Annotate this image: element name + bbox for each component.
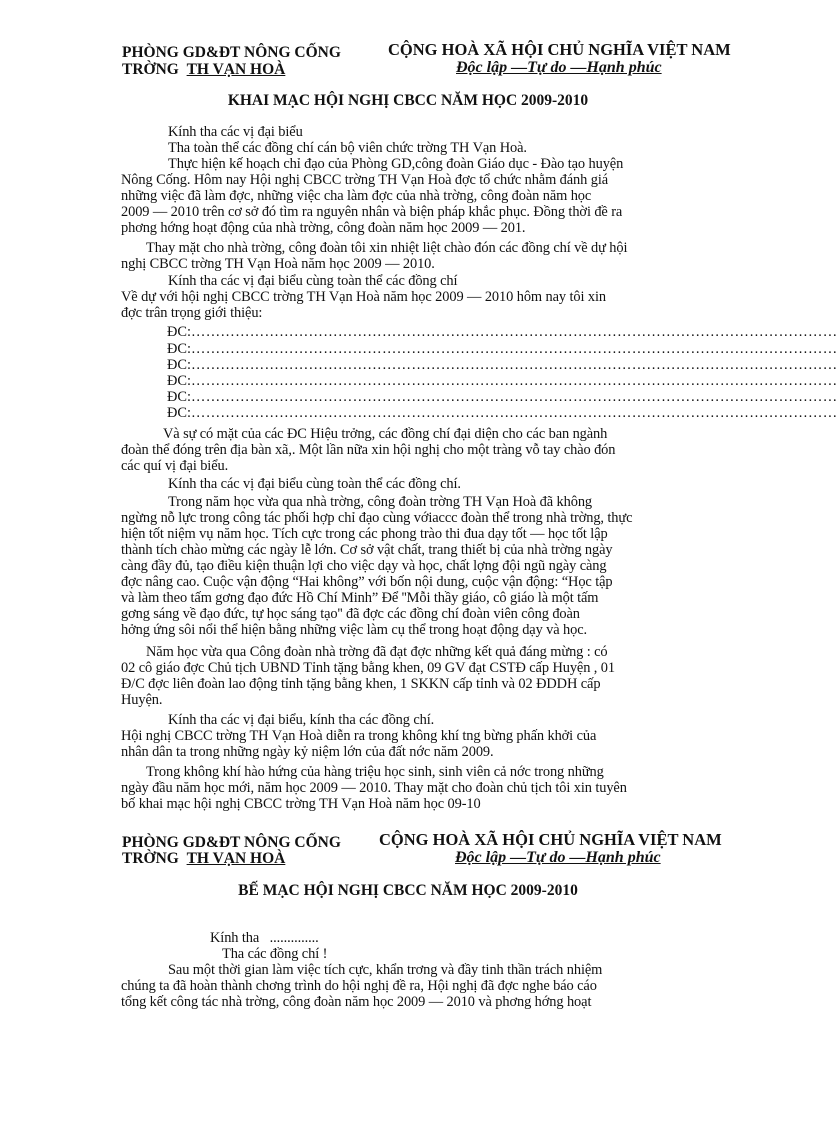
text-line: Về dự với hội nghị CBCC trờng TH Vạn Hoà năm học 2009 — 2010 hôm nay tôi xin	[121, 289, 606, 305]
text-line: Năm học vừa qua Công đoàn nhà trờng đã đạt đợc những kết quả đáng mừng : có	[146, 644, 608, 660]
guest-label: ĐC:	[167, 405, 191, 421]
guest-label: ĐC:	[167, 373, 191, 389]
text-line: đợc nâng cao. Cuộc vận động “Hai không” với bốn nội dung, cuộc vận động: “Học tập	[121, 574, 613, 590]
text-line: Kính tha các vị đại biểu, kính tha các đồng chí.	[168, 712, 435, 728]
guest-row: ĐC:……………………………………………………………………………………………………………………	[167, 357, 837, 373]
school-line	[122, 850, 285, 867]
text-line: càng đầy đủ, tạo điều kiện thuận lợi cho việc dạy và học, chất lợng đội ngũ ngày càng	[121, 558, 607, 574]
greeting-line	[210, 930, 319, 947]
text-line: Thực hiện kế hoạch chỉ đạo của Phòng GD,công đoàn Giáo dục - Đào tạo huyện	[168, 156, 624, 172]
text-line: Đ/C đợc liên đoàn lao động tỉnh tặng bằng khen, 1 SKKN cấp tỉnh và 02 ĐDDH cấp	[121, 676, 601, 692]
text-line: Trong không khí hào hứng của hàng triệu học sinh, sinh viên cả nớc trong những	[146, 764, 604, 780]
text-line: phơng hớng hoạt động của nhà trờng, công đoàn năm học 2009 — 201.	[121, 220, 526, 236]
school-prefix: TRỜNG	[122, 850, 179, 867]
opening-title: KHAI MẠC HỘI NGHỊ CBCC NĂM HỌC 2009-2010	[227, 92, 589, 109]
text-line: 2009 — 2010 trên cơ sở đó tìm ra nguyên nhân và biện pháp khắc phục. Đồng thời đề ra	[121, 204, 623, 220]
guest-row: ĐC:……………………………………………………………………………………………………………………	[167, 405, 837, 421]
text-line: Sau một thời gian làm việc tích cực, khẩn trơng và đầy tinh thần trách nhiệm	[168, 962, 603, 978]
greeting-text: Kính tha	[210, 930, 260, 946]
text-line: đợc trân trọng giới thiệu:	[121, 305, 263, 321]
text-line: nghị CBCC trờng TH Vạn Hoà năm học 2009 — 2010.	[121, 256, 435, 272]
text-line: Tha toàn thể các đồng chí cán bộ viên chức trờng TH Vạn Hoà.	[168, 140, 527, 156]
guest-label: ĐC:	[167, 389, 191, 405]
text-line: hởng ứng sôi nổi thể hiện bằng những việc làm cụ thể trong hoạt động dạy và học.	[121, 622, 588, 638]
text-line: Tha các đồng chí !	[222, 946, 328, 962]
text-line: Kính tha các vị đại biểu cùng toàn thể các đồng chí.	[168, 476, 461, 492]
text-line: những việc đã làm đợc, những việc cha làm đợc của nhà trờng, công đoàn năm học	[121, 188, 592, 204]
text-line: 02 cô giáo đợc Chủ tịch UBND Tỉnh tặng bằng khen, 09 GV đạt CSTĐ cấp Huyện , 01	[121, 660, 615, 676]
greeting-dots: ..............	[269, 930, 319, 946]
text-line: Nông Cống. Hôm nay Hội nghị CBCC trờng TH Vạn Hoà đợc tổ chức nhằm đánh giá	[121, 172, 609, 188]
guest-label: ĐC:	[167, 357, 191, 373]
national-motto: Độc lập —Tự do —Hạnh phúc	[456, 59, 662, 76]
text-line: thành tích chào mừng các ngày lễ lớn. Cơ sở vật chất, trang thiết bị của nhà trờng ngày	[121, 542, 613, 558]
school-line	[122, 61, 285, 78]
school-prefix: TRỜNG	[122, 61, 179, 78]
guest-label: ĐC:	[167, 341, 191, 357]
department-name: PHÒNG GD&ĐT NÔNG CỐNG	[122, 834, 341, 851]
school-name: TH VẠN HOÀ	[186, 850, 286, 867]
text-line: hiện tốt niệm vụ năm học. Tích cực trong các phong trào thi đua dạy tốt — học tốt lập	[121, 526, 608, 542]
text-line: nhân dân ta trong những ngày kỷ niệm lớn của đất nớc năm 2009.	[121, 744, 494, 760]
text-line: Trong năm học vừa qua nhà trờng, công đoàn trờng TH Vạn Hoà đã không	[168, 494, 593, 510]
national-title: CỘNG HOÀ XÃ HỘI CHỦ NGHĨA VIỆT NAM	[388, 40, 731, 59]
guest-row: ĐC:……………………………………………………………………………………………………………………	[167, 389, 837, 405]
text-line: ngừng nỗ lực trong công tác phối hợp chỉ đạo cùng vớiaccc đoàn thể trong nhà trờng, thực	[121, 510, 633, 526]
text-line: đoàn thể đóng trên địa bàn xã,. Một lần nữa xin hội nghị cho một tràng vỗ tay chào đón	[121, 442, 616, 458]
text-line: bố khai mạc hội nghị CBCC trờng TH Vạn Hoà năm học 09-10	[121, 796, 481, 812]
department-name: PHÒNG GD&ĐT NÔNG CỐNG	[122, 44, 341, 61]
text-line: Huyện.	[121, 692, 163, 708]
text-line: Hội nghị CBCC trờng TH Vạn Hoà diễn ra trong không khí tng bừng phấn khởi của	[121, 728, 597, 744]
text-line: chúng ta đã hoàn thành chơng trình do hội nghị đề ra, Hội nghị đã đợc nghe báo cáo	[121, 978, 597, 994]
guest-row: ĐC:……………………………………………………………………………………………………………………	[167, 341, 837, 357]
national-motto: Độc lập —Tự do —Hạnh phúc	[455, 849, 661, 866]
text-line: ngày đầu năm học mới, năm học 2009 — 2010. Thay mặt cho đoàn chủ tịch tôi xin tuyên	[121, 780, 627, 796]
text-line: tổng kết công tác nhà trờng, công đoàn năm học 2009 — 2010 và phơng hớng hoạt	[121, 994, 592, 1010]
guest-row: ĐC:……………………………………………………………………………………………………………………	[167, 324, 837, 340]
text-line: Và sự có mặt của các ĐC Hiệu trởng, các đồng chí đại diện cho các ban ngành	[163, 426, 608, 442]
text-line: gơng sáng về đạo đức, tự học sáng tạo'' đã đợc các đồng chí đoàn viên công đoàn	[121, 606, 580, 622]
text-line: Kính tha các vị đại biểu cùng toàn thể các đồng chí	[168, 273, 458, 289]
text-line: các quí vị đại biểu.	[121, 458, 229, 474]
national-title: CỘNG HOÀ XÃ HỘI CHỦ NGHĨA VIỆT NAM	[379, 830, 722, 849]
guest-row: ĐC:……………………………………………………………………………………………………………………	[167, 373, 837, 389]
closing-title: BẾ MẠC HỘI NGHỊ CBCC NĂM HỌC 2009-2010	[238, 882, 578, 899]
text-line: và làm theo tấm gơng đạo đức Hồ Chí Minh” Để ''Mỗi thầy giáo, cô giáo là một tấm	[121, 590, 599, 606]
guest-label: ĐC:	[167, 324, 191, 340]
text-line: Kính tha các vị đại biểu	[168, 124, 303, 140]
text-line: Thay mặt cho nhà trờng, công đoàn tôi xin nhiệt liệt chào đón các đồng chí về dự hội	[146, 240, 628, 256]
school-name: TH VẠN HOÀ	[186, 61, 286, 78]
